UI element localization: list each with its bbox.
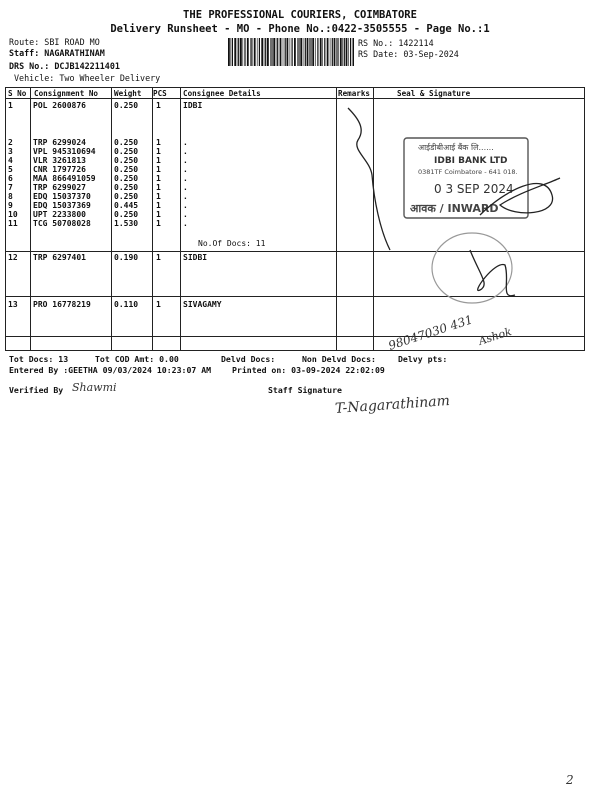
row-13-sno: 13 [8, 300, 18, 309]
page-mark: 2 [566, 773, 574, 787]
handwritten-name: Ashok [476, 324, 514, 348]
company-title: THE PROFESSIONAL COURIERS, COIMBATORE [183, 9, 417, 21]
row-11-pcs: 1 [156, 219, 161, 228]
row-10-consignment: UPT 2233800 [33, 210, 86, 219]
row-3-weight: 0.250 [114, 147, 139, 156]
entered-by: Entered By :GEETHA 09/03/2024 10:23:07 AM [9, 365, 212, 375]
stamp-address: 0381TF Coimbatore - 641 018. [418, 168, 518, 176]
row-4-consignment: VLR 3261813 [33, 156, 86, 165]
row-2-consignee: . [183, 138, 188, 147]
row-4-sno: 4 [8, 156, 13, 165]
row-7-sno: 7 [8, 183, 13, 192]
row-3-consignment: VPL 945310694 [33, 147, 96, 156]
row-10-sno: 10 [8, 210, 18, 219]
runsheet-subtitle: Delivery Runsheet - MO - Phone No.:0422-3505555 - Page No.:1 [110, 23, 490, 35]
drs-number: DRS No.: DCJB142211401 [9, 61, 120, 71]
row-1-pcs: 1 [156, 101, 161, 110]
rs-date: RS Date: 03-Sep-2024 [358, 49, 459, 59]
row-13-weight: 0.110 [114, 300, 139, 309]
col-header-remarks: Remarks [338, 89, 371, 98]
row-12-weight: 0.190 [114, 253, 139, 262]
row-4-consignee: . [183, 156, 188, 165]
col-header-consignee: Consignee Details [183, 89, 261, 98]
stamp-inward: आवक / INWARD [410, 202, 499, 215]
row-1-consignee: IDBI [183, 101, 203, 110]
row-7-weight: 0.250 [114, 183, 139, 192]
stamp-hindi: आईडीबीआई बैंक लि...... [418, 143, 494, 152]
row-9-sno: 9 [8, 201, 13, 210]
row-10-consignee: . [183, 210, 188, 219]
row-11-sno: 11 [8, 219, 18, 228]
row-4-weight: 0.250 [114, 156, 139, 165]
row-6-weight: 0.250 [114, 174, 139, 183]
row-4-pcs: 1 [156, 156, 161, 165]
row-7-consignment: TRP 6299027 [33, 183, 86, 192]
row-2-pcs: 1 [156, 138, 161, 147]
row-10-weight: 0.250 [114, 210, 139, 219]
row-11-consignee: . [183, 219, 188, 228]
row-3-sno: 3 [8, 147, 13, 156]
row-11-consignment: TCG 50708028 [33, 219, 91, 228]
row-8-pcs: 1 [156, 192, 161, 201]
barcode [228, 38, 354, 66]
row-8-consignee: . [183, 192, 188, 201]
row-9-consignee: . [183, 201, 188, 210]
rs-number: RS No.: 1422114 [358, 38, 434, 48]
row-1-sno: 1 [8, 101, 13, 110]
delvd-docs: Delvd Docs: [221, 354, 276, 364]
row-7-pcs: 1 [156, 183, 161, 192]
verified-signature: Shawmi [72, 381, 117, 394]
row-5-weight: 0.250 [114, 165, 139, 174]
col-header-consignment: Consignment No [34, 89, 99, 98]
row-12-consignment: TRP 6297401 [33, 253, 86, 262]
row-6-consignment: MAA 866491059 [33, 174, 96, 183]
row-9-consignment: EDQ 15037369 [33, 201, 91, 210]
row-8-sno: 8 [8, 192, 13, 201]
vehicle-label: Vehicle: Two Wheeler Delivery [14, 73, 161, 83]
row-1-consignment: POL 2600876 [33, 101, 86, 110]
stamp-bank: IDBI BANK LTD [434, 156, 508, 166]
row-2-sno: 2 [8, 138, 13, 147]
row-8-weight: 0.250 [114, 192, 139, 201]
verified-by: Verified By [9, 385, 64, 395]
row-7-consignee: . [183, 183, 188, 192]
row-6-pcs: 1 [156, 174, 161, 183]
staff-signature: T-Nagarathinam [334, 393, 451, 417]
col-header-sno: S No [8, 89, 27, 98]
handwritten-number: 98047030 431 [386, 312, 475, 353]
row-3-consignee: . [183, 147, 188, 156]
tot-cod: Tot COD Amt: 0.00 [95, 354, 179, 364]
no-of-docs: No.Of Docs: 11 [198, 239, 266, 248]
row-3-pcs: 1 [156, 147, 161, 156]
col-header-pcs: PCS [153, 89, 167, 98]
delvy-pts: Delvy pts: [398, 354, 448, 364]
row-10-pcs: 1 [156, 210, 161, 219]
row-5-consignee: . [183, 165, 188, 174]
col-header-weight: Weight [114, 89, 142, 98]
row-5-consignment: CNR 1797726 [33, 165, 86, 174]
row-8-consignment: EDQ 15037370 [33, 192, 91, 201]
row-1-weight: 0.250 [114, 101, 139, 110]
row-2-consignment: TRP 6299024 [33, 138, 86, 147]
staff-label: Staff: NAGARATHINAM [9, 48, 105, 58]
row-12-pcs: 1 [156, 253, 161, 262]
row-12-consignee: SIDBI [183, 253, 208, 262]
row-9-weight: 0.445 [114, 201, 139, 210]
row-6-consignee: . [183, 174, 188, 183]
non-delvd-docs: Non Delvd Docs: [302, 354, 376, 364]
stamp-date: 0 3 SEP 2024 [434, 182, 514, 196]
row-13-pcs: 1 [156, 300, 161, 309]
bank-stamp [330, 100, 600, 360]
row-5-pcs: 1 [156, 165, 161, 174]
tot-docs: Tot Docs: 13 [9, 354, 69, 364]
staff-signature-label: Staff Signature [268, 385, 342, 395]
row-13-consignment: PRO 16778219 [33, 300, 91, 309]
row-9-pcs: 1 [156, 201, 161, 210]
row-5-sno: 5 [8, 165, 13, 174]
row-13-consignee: SIVAGAMY [183, 300, 222, 309]
round-seal [432, 233, 512, 303]
row-12-sno: 12 [8, 253, 18, 262]
printed-on: Printed on: 03-09-2024 22:02:09 [232, 365, 385, 375]
col-header-seal: Seal & Signature [397, 89, 471, 98]
row-6-sno: 6 [8, 174, 13, 183]
row-2-weight: 0.250 [114, 138, 139, 147]
route-label: Route: SBI ROAD MO [9, 37, 100, 47]
row-11-weight: 1.530 [114, 219, 139, 228]
